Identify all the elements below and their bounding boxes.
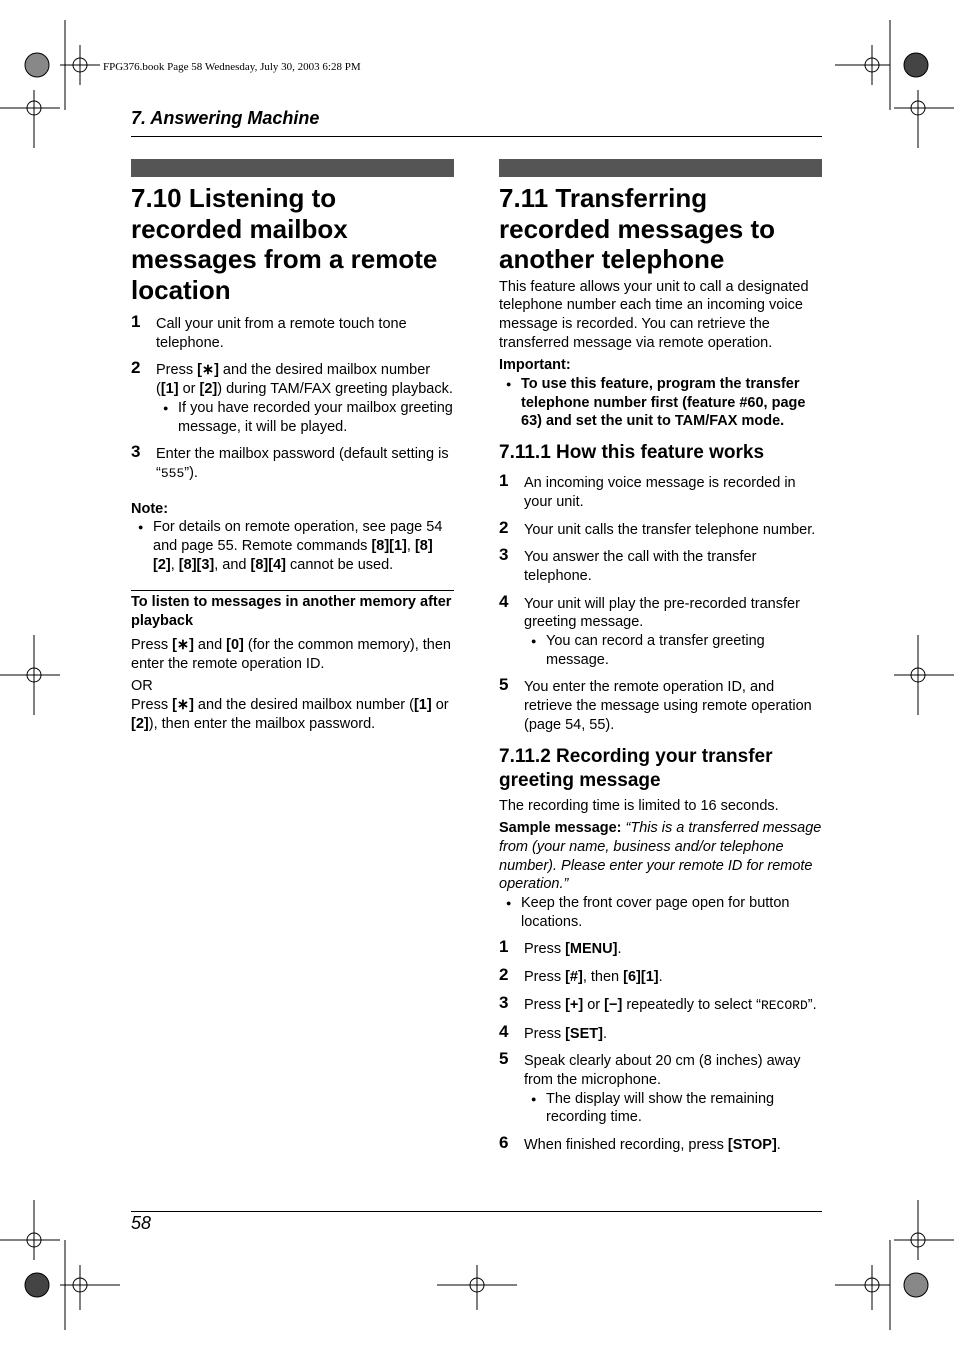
key-6-1: [6][1] [623, 969, 659, 986]
key-stop: [STOP] [727, 1137, 777, 1154]
sample-message: Sample message: “This is a transferred message from (your name, business and/or telephone number). Please enter your remote ID for remote operation.” [499, 820, 822, 893]
step-2: 2 Press [∗] and the desired mailbox number ([1] or [2]) during TAM/FAX greeting playback. ● If you have recorded your mailbox greeting message, it will be played. [131, 361, 454, 436]
key-hash: [#] [565, 969, 583, 986]
step-bullet: ● If you have recorded your mailbox greeting message, it will be played. [156, 399, 454, 436]
key-2: [2] [199, 381, 218, 398]
file-info: FPG376.book Page 58 Wednesday, July 30, 2003 6:28 PM [103, 61, 361, 73]
how-step-2: 2 Your unit calls the transfer telephone number. [499, 517, 816, 538]
step-number: 1 [131, 312, 141, 331]
section-bar [499, 159, 822, 177]
step-1 [131, 312, 454, 352]
section-bar [131, 159, 454, 177]
chapter-header: 7. Answering Machine [131, 108, 320, 128]
how-step-3: 3 You answer the call with the transfer telephone. [499, 545, 757, 584]
right-column [499, 159, 822, 1155]
key-1: [1] [160, 381, 179, 398]
section-title-7-11: 7.11 Transferring recorded messages to another telephone [499, 183, 776, 274]
how-step-5: 5 You enter the remote operation ID, and retrieve the message using remote operation (page 54, 55). [499, 675, 812, 733]
page-number: 58 [131, 1213, 152, 1233]
default-password: 555 [160, 465, 185, 481]
key-plus: [+] [565, 996, 584, 1013]
note-label: Note: [131, 500, 169, 517]
paragraph-mailbox: Press [∗] and the desired mailbox number ([1] or [2]), then enter the mailbox password. [131, 696, 449, 732]
how-step-1: 1 An incoming voice message is recorded in your unit. [499, 471, 796, 510]
cover-bullet: ● Keep the front cover page open for button locations. [499, 894, 822, 931]
step-number: 2 [131, 358, 141, 378]
key-set: [SET] [565, 1025, 603, 1042]
key-minus: [−] [604, 996, 623, 1013]
subsection-title-7-11-2: 7.11.2 Recording your transfer greeting message [499, 745, 773, 791]
key-menu: [MENU] [565, 941, 618, 958]
header-rule [131, 136, 822, 137]
step-number: 3 [131, 442, 141, 462]
step-text: Call your unit from a remote touch tone telephone. [156, 316, 407, 351]
or-text: OR [131, 678, 153, 695]
rec-step-3: 3 Press [+] or [−] repeatedly to select “RECORD”. [499, 992, 817, 1013]
left-column [131, 159, 454, 733]
subsection-title-7-11-1: 7.11.1 How this feature works [499, 442, 765, 464]
rec-step-5: 5 Speak clearly about 20 cm (8 inches) away from the microphone. ● The display will show the remaining recording time. [499, 1052, 822, 1127]
paragraph-common-memory: Press [∗] and [0] (for the common memory), then enter the remote operation ID. [131, 636, 451, 672]
step-3: 3 Enter the mailbox password (default setting is “555”). [131, 442, 449, 481]
rec-step-4: 4 Press [SET]. [499, 1021, 607, 1042]
rec-step-1: 1 Press [MENU]. [499, 937, 622, 958]
rec-step-6: 6 When finished recording, press [STOP]. [499, 1133, 781, 1154]
how-step-4: 4 Your unit will play the pre-recorded transfer greeting message. ● You can record a transfer greeting message. [499, 595, 822, 670]
footer-rule [131, 1211, 822, 1212]
rec-step-2: 2 Press [#], then [6][1]. [499, 965, 663, 986]
important-bullet: ● To use this feature, program the transfer telephone number first (feature #60, page 63) and set the unit to TAM/FAX mode. [499, 375, 822, 431]
subsection-heading: To listen to messages in another memory after playback [131, 594, 452, 630]
intro-paragraph: This feature allows your unit to call a designated telephone number each time an incoming voice message is recorded. You can retrieve the transferred message via remote operation. [499, 278, 809, 351]
record-display: RECORD [760, 997, 808, 1013]
subsection-rule [131, 590, 454, 591]
recording-limit: The recording time is limited to 16 seconds. [499, 797, 779, 814]
key-star: [∗] [197, 362, 219, 379]
note-bullet: ● For details on remote operation, see page 54 and page 55. Remote commands [8][1], [8][2], [8][3], and [8][4] cannot be used. [131, 518, 454, 574]
section-title-7-10: 7.10 Listening to recorded mailbox messages from a remote location [131, 183, 438, 305]
important-label: Important: [499, 357, 571, 374]
